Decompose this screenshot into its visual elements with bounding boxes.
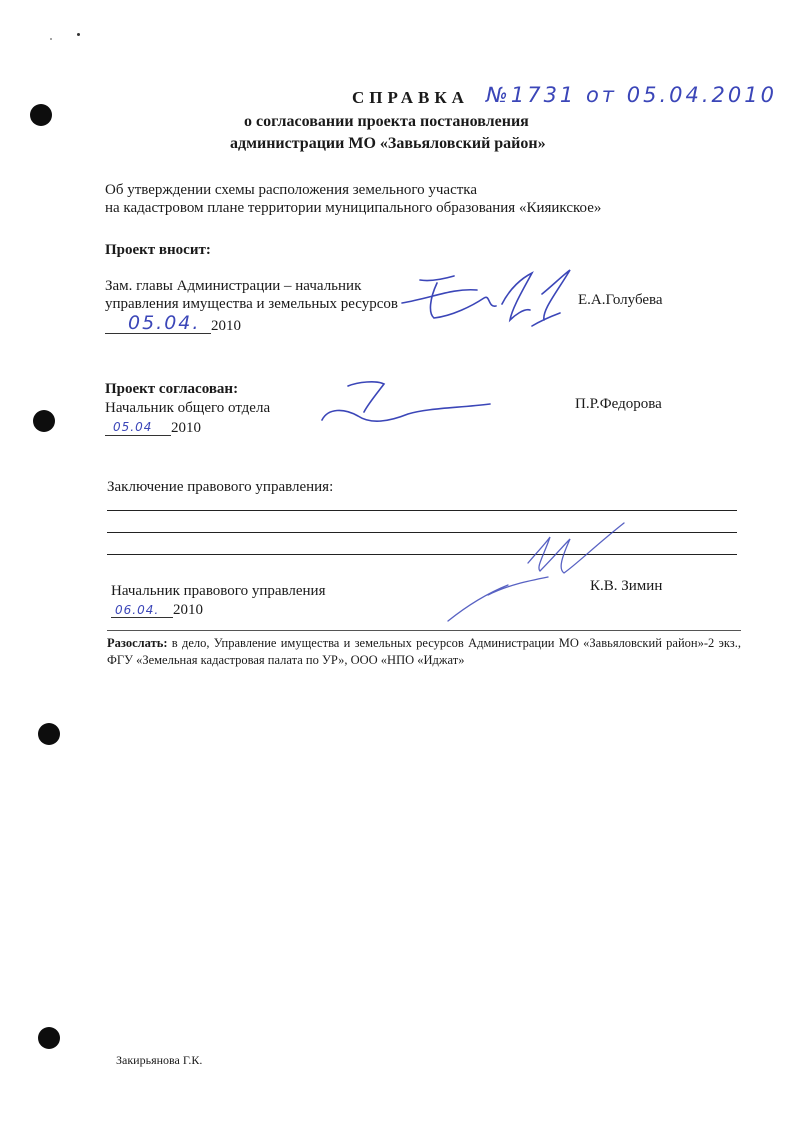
subject-line-1: Об утверждении схемы расположения земельного участка (105, 182, 478, 198)
signature-golubeva (392, 258, 592, 348)
distribution-separator (107, 630, 741, 631)
subtitle-line-2: администрации МО «Завьяловский район» (230, 135, 546, 152)
submitted-position-line-2: управления имущества и земельных ресурсов (105, 296, 398, 312)
conclusion-line-1 (107, 510, 737, 511)
legal-name: К.В. Зимин (590, 578, 663, 594)
conclusion-line-2 (107, 532, 737, 533)
punch-hole-2 (33, 410, 55, 432)
distribution-block (107, 635, 741, 669)
submitted-position-line-1: Зам. главы Администрации – начальник (105, 278, 362, 294)
agreed-date-underline (105, 435, 171, 436)
submitted-date-handwritten: 05.04. (128, 312, 201, 334)
legal-date-handwritten: 06.04. (115, 603, 160, 617)
legal-date-underline (111, 617, 173, 618)
distribution-label: Разослать: (107, 636, 168, 650)
submitted-name: Е.А.Голубева (578, 292, 663, 308)
punch-hole-4 (38, 1027, 60, 1049)
submitted-date-year: 2010 (211, 318, 241, 334)
document-author: Закирьянова Г.К. (116, 1053, 203, 1067)
speck-mark (77, 33, 80, 36)
submitted-heading: Проект вносит: (105, 242, 211, 258)
legal-position: Начальник правового управления (111, 583, 326, 599)
agreed-heading: Проект согласован: (105, 381, 239, 397)
signature-fedorova (318, 378, 498, 438)
agreed-name: П.Р.Федорова (575, 396, 662, 412)
punch-hole-3 (38, 723, 60, 745)
subject-line-2: на кадастровом плане территории муниципального образования «Кияикское» (105, 200, 602, 216)
legal-date-year: 2010 (173, 602, 203, 618)
speck-mark (50, 38, 52, 40)
conclusion-line-3 (107, 554, 737, 555)
subtitle-line-1: о согласовании проекта постановления (244, 113, 529, 130)
agreed-date-year: 2010 (171, 420, 201, 436)
document-title: СПРАВКА (352, 88, 469, 107)
agreed-position: Начальник общего отдела (105, 400, 271, 416)
punch-hole-1 (30, 104, 52, 126)
handwritten-document-number: №1731 от 05.04.2010 (486, 83, 777, 107)
legal-heading: Заключение правового управления: (107, 479, 334, 495)
agreed-date-handwritten: 05.04 (113, 420, 153, 434)
distribution-text: в дело, Управление имущества и земельных ресурсов Администрации МО «Завьяловский район»-2 экз., ФГУ «Земельная кадастровая палата по УР», ООО «НПО «Иджат» (107, 636, 741, 667)
signature-zimin (428, 515, 628, 625)
